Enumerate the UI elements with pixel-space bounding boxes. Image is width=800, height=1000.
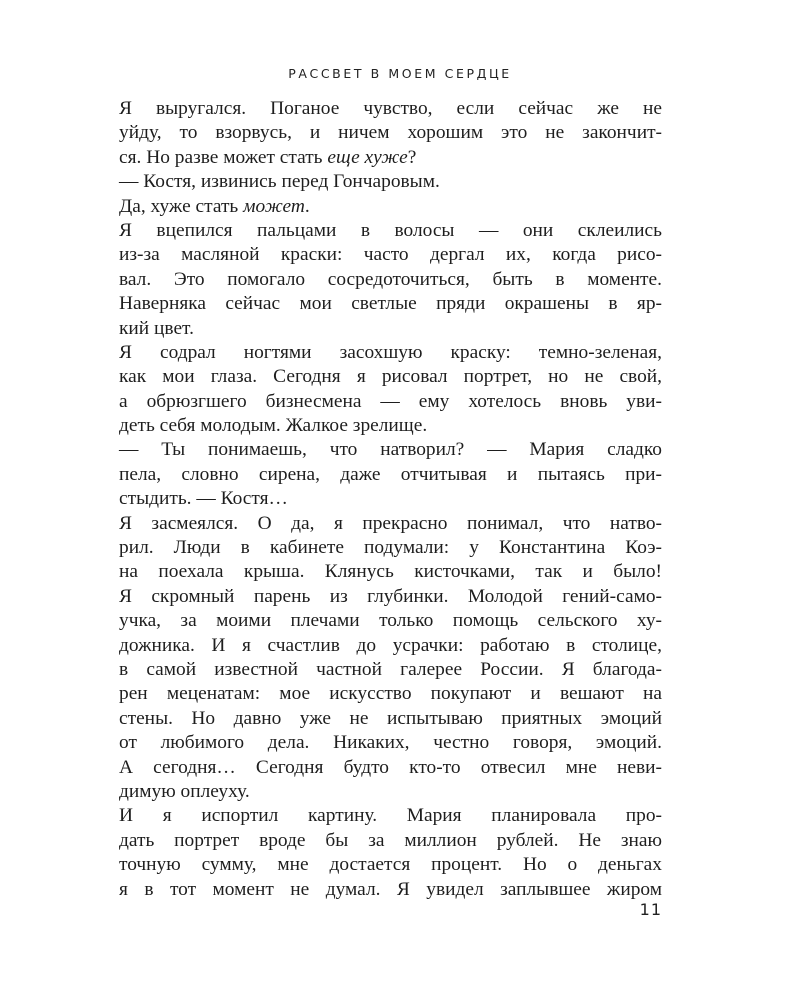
text-segment: Да, хуже стать — [119, 195, 244, 217]
text-line: Я скромный парень из глубинки. Молодой гений-само- — [119, 585, 662, 607]
paragraph-first-line — [119, 195, 662, 219]
paragraph-first-line: — Ты понимаешь, что натворил? — Мария сладко — [119, 439, 662, 461]
text-line: пела, словно сирена, даже отчитывая и пытаясь при- — [119, 463, 662, 485]
body-text — [119, 97, 662, 902]
text-segment: ? — [407, 146, 417, 168]
text-line: кий цвет. — [119, 317, 194, 339]
text-line: от любимого дела. Никаких, честно говоря, эмоций. — [119, 732, 662, 754]
paragraph-first-line: И я испортил картину. Мария планировала про- — [119, 805, 662, 827]
paragraph-first-line: Я вцепился пальцами в волосы — они склеились — [119, 219, 662, 241]
text-line: вал. Это помогало сосредоточиться, быть в моменте. — [119, 268, 662, 290]
text-line: учка, за моими плечами только помощь сельского ху- — [119, 610, 662, 632]
text-line: уйду, то взорвусь, и ничем хорошим это не закончит- — [119, 122, 662, 144]
text-line: А сегодня… Сегодня будто кто-то отвесил мне неви- — [119, 756, 662, 778]
text-line: из-за масляной краски: часто дергал их, когда рисо- — [119, 244, 662, 266]
text-line: как мои глаза. Сегодня я рисовал портрет, но не свой, — [119, 366, 662, 388]
paragraph-first-line: Я засмеялся. О да, я прекрасно понимал, что натво- — [119, 512, 662, 534]
running-header: РАССВЕТ В МОЕМ СЕРДЦЕ — [288, 66, 512, 81]
text-line: стены. Но давно уже не испытываю приятных эмоций — [119, 707, 662, 729]
text-line: стыдить. — Костя… — [119, 488, 288, 510]
text-line: дать портрет вроде бы за миллион рублей. Не знаю — [119, 829, 662, 851]
text-segment: ся. Но разве может стать — [119, 146, 328, 168]
italic-emphasis: может — [243, 195, 305, 217]
text-line: а обрюзгшего бизнесмена — ему хотелось вновь уви- — [119, 390, 662, 412]
page-number: 11 — [639, 900, 662, 919]
text-line: на поехала крыша. Клянусь кисточками, так и было! — [119, 561, 662, 583]
text-line: в самой известной частной галерее России. Я благода- — [119, 658, 662, 680]
text-line: рил. Люди в кабинете подумали: у Константина Коэ- — [119, 537, 662, 559]
text-line — [119, 146, 662, 170]
text-line: Наверняка сейчас мои светлые пряди окрашены в яр- — [119, 293, 662, 315]
text-line: димую оплеуху. — [119, 780, 250, 802]
text-line: деть себя молодым. Жалкое зрелище. — [119, 415, 428, 437]
text-line: точную сумму, мне достается процент. Но о деньгах — [119, 854, 662, 876]
text-line: рен меценатам: мое искусство покупают и вешают на — [119, 683, 662, 705]
italic-emphasis: еще хуже — [327, 146, 408, 168]
paragraph-first-line: Я выругался. Поганое чувство, если сейчас же не — [119, 98, 662, 119]
text-line: дожника. И я счастлив до усрачки: работаю в столице, — [119, 634, 662, 656]
text-segment: . — [304, 195, 310, 217]
text-line: я в тот момент не думал. Я увидел заплывшее жиром — [119, 878, 662, 900]
paragraph-first-line: — Костя, извинись перед Гончаровым. — [119, 171, 440, 193]
paragraph-first-line: Я содрал ногтями засохшую краску: темно-зеленая, — [119, 341, 662, 363]
